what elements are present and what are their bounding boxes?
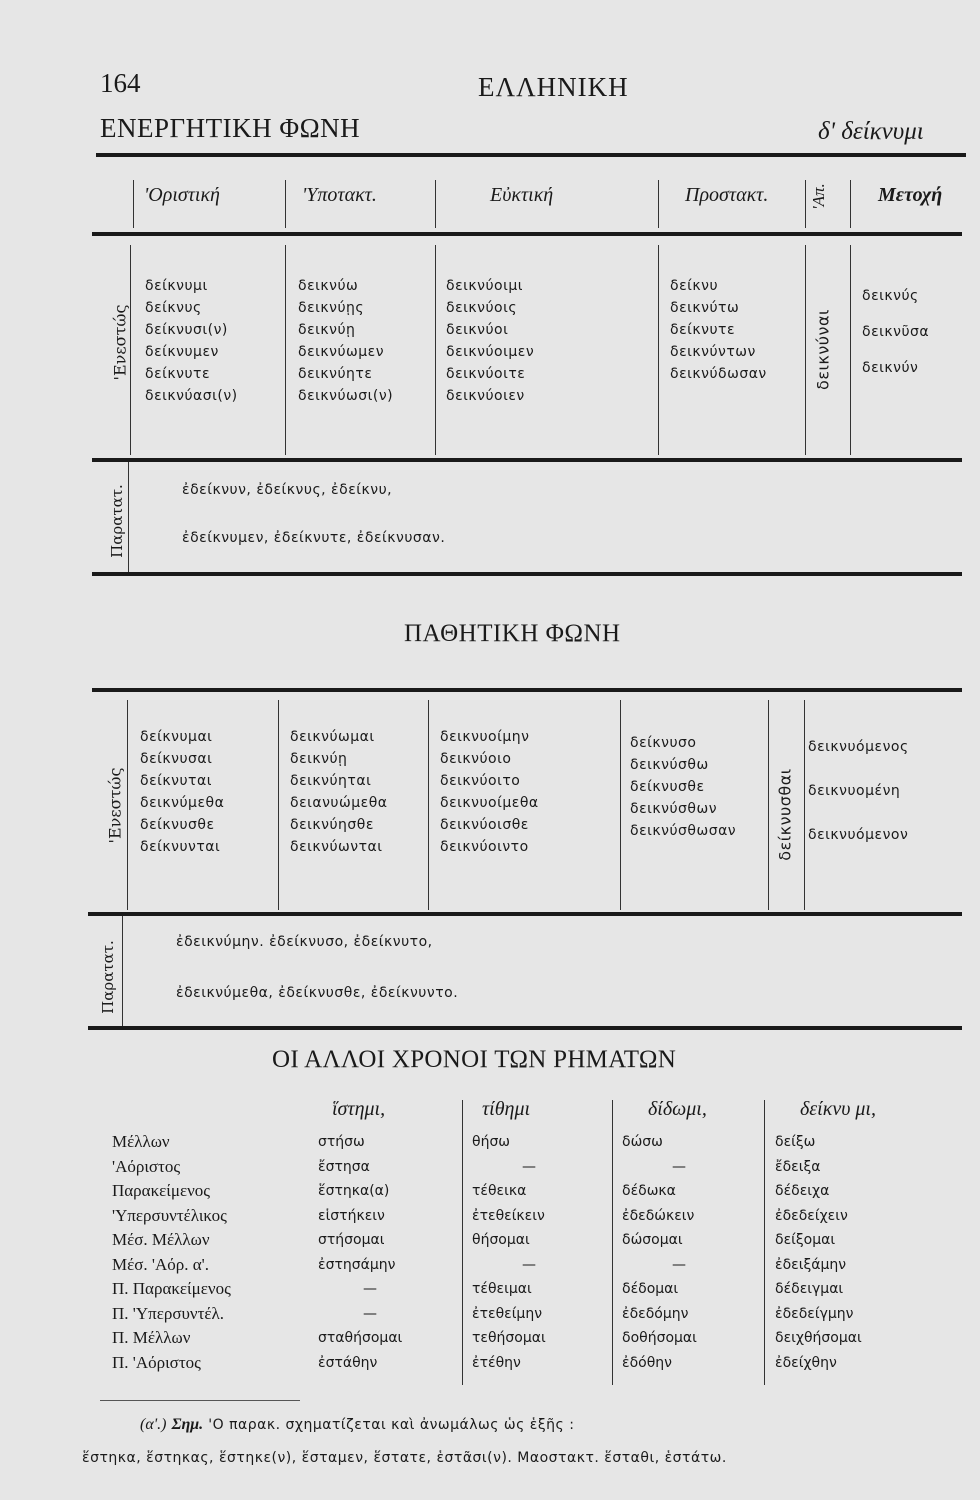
tense-name: Π. 'Υπερσυντέλ. <box>112 1303 225 1323</box>
passive-title: ΠΑΘΗΤΙΚΗ ΦΩΝΗ <box>404 620 621 647</box>
running-title: ΕΛΛΗΝΙΚΗ <box>478 72 629 102</box>
form: ἐδόθην <box>622 1354 672 1371</box>
table-rule <box>92 572 962 576</box>
divider <box>805 180 806 228</box>
form: δεικνύσθω <box>630 757 709 773</box>
divider <box>435 245 436 455</box>
form: ἐδεδώκειν <box>622 1207 695 1224</box>
divider <box>127 700 128 910</box>
form: ἐδεδείχειν <box>775 1207 848 1224</box>
verb-istimi-header: ἵστημι, <box>332 1098 386 1120</box>
form: δεικνύωσι(ν) <box>298 388 394 404</box>
form: ἐδεδείγμην <box>775 1305 854 1322</box>
active-prostaktiki-col <box>670 275 767 385</box>
form: δείκνυμεν <box>145 344 219 360</box>
form: ἐδεδόμην <box>622 1305 689 1322</box>
col-header-aparemfato: 'Απ. <box>809 183 828 210</box>
divider <box>122 916 123 1028</box>
footnote-marker: (α'.) <box>140 1416 167 1433</box>
form: δείκνυται <box>140 773 212 789</box>
form: δώσω <box>622 1134 663 1150</box>
form: δείκνυσι(ν) <box>145 322 228 338</box>
divider <box>620 700 621 910</box>
form: ἔστησα <box>318 1158 370 1175</box>
tense-name: Μέλλων <box>112 1132 170 1151</box>
table-rule <box>92 232 962 236</box>
table-rule <box>88 912 962 916</box>
form: ἐτεθείκειν <box>472 1207 545 1224</box>
form: δεικνύσθωσαν <box>630 823 737 839</box>
form: δεικνύσθων <box>630 801 718 817</box>
form: δεικνύω <box>298 278 359 294</box>
divider <box>658 245 659 455</box>
active-metochi-col <box>862 285 929 393</box>
form: σταθήσομαι <box>318 1330 403 1346</box>
form: δεικνύν <box>862 360 919 376</box>
form: δεικνύοισθε <box>440 817 529 833</box>
form: τέθειμαι <box>472 1281 532 1297</box>
didomi-col <box>622 1130 697 1375</box>
tense-names-col <box>112 1130 231 1375</box>
form: δώσομαι <box>622 1232 683 1248</box>
form: τεθήσομαι <box>472 1330 546 1346</box>
form: δεικνύοιο <box>440 751 512 767</box>
form: δείκνυσθε <box>140 817 215 833</box>
form: δεικνύτω <box>670 300 740 316</box>
divider <box>612 1100 613 1385</box>
divider <box>128 462 129 572</box>
form: δεικνύητε <box>298 366 373 382</box>
form: δεικνύοιτε <box>446 366 526 382</box>
form: δεικνυόμενον <box>808 827 909 843</box>
header-rule <box>96 153 966 157</box>
col-header-metochi: Μετοχή <box>878 184 943 206</box>
form: δεικνύῃ <box>290 751 348 767</box>
footnote-line2: ἕστηκα, ἕστηκας, ἕστηκε(ν), ἕσταμεν, ἕστατε, ἑστᾶσι(ν). Μαοστακτ. ἕσταθι, ἑστάτω. <box>82 1450 727 1466</box>
verb-deiknymi-header: δείκνυ μι, <box>800 1098 876 1120</box>
form: δείκνυμαι <box>140 729 213 745</box>
form: — <box>522 1158 536 1175</box>
form: δείκνυς <box>145 300 202 316</box>
form: ἐτεθείμην <box>472 1305 543 1322</box>
form: δεικνύῃς <box>298 300 365 316</box>
form: — <box>522 1256 536 1273</box>
form: ἐδείχθην <box>775 1354 837 1371</box>
form: δειανυώμεθα <box>290 795 388 811</box>
form: δείκνυσθε <box>630 779 705 795</box>
verb-tithimi-header: τίθημι <box>482 1098 531 1120</box>
form: δείκνυσο <box>630 735 697 751</box>
divider <box>804 700 805 910</box>
form: δεικνυοίμεθα <box>440 795 539 811</box>
passive-present-label: 'Ενεστώς <box>105 767 125 844</box>
form: θήσομαι <box>472 1232 530 1248</box>
form: δεικνύοιεν <box>446 388 525 404</box>
form: τέθεικα <box>472 1183 527 1199</box>
form: δεικνύοιμι <box>446 278 523 294</box>
form: δείκνυμι <box>145 278 208 294</box>
form: δεικνυοίμην <box>440 729 530 745</box>
form: δείκνυτε <box>670 322 736 338</box>
form: δεικνῦσα <box>862 324 930 340</box>
istimi-col <box>318 1130 402 1375</box>
divider <box>130 245 131 455</box>
form: δεικνύοιμεν <box>446 344 535 360</box>
active-efktiki-col <box>446 275 534 407</box>
form: δείκνυνται <box>140 839 221 855</box>
form: εἱστήκειν <box>318 1207 385 1224</box>
tense-name: Π. 'Αόριστος <box>112 1352 201 1372</box>
divider <box>768 700 769 910</box>
divider <box>428 700 429 910</box>
form: δείξω <box>775 1134 816 1150</box>
verb-heading: δ' δείκνυμι <box>818 118 924 145</box>
passive-efktiki-col <box>440 726 539 858</box>
passive-ypotaktiki-col <box>290 726 388 858</box>
form: ἐδειξάμην <box>775 1256 847 1273</box>
form: δεικνύδωσαν <box>670 366 767 382</box>
form: δεικνύωμαι <box>290 729 375 745</box>
form: δεικνύοις <box>446 300 518 316</box>
tense-name: 'Υπερσυντέλικος <box>112 1205 227 1225</box>
form: θήσω <box>472 1134 511 1150</box>
form: ἔδειξα <box>775 1158 821 1175</box>
form: δεικνύῃ <box>298 322 356 338</box>
form: δέδομαι <box>622 1281 679 1297</box>
form: δέδωκα <box>622 1183 676 1199</box>
form: δεικνύοιντο <box>440 839 529 855</box>
active-imperfect-line2: ἐδείκνυμεν, ἐδείκνυτε, ἐδείκνυσαν. <box>182 530 446 546</box>
form: — <box>672 1256 686 1273</box>
footnote-text: 'Ο παρακ. σχηματίζεται καὶ ἀνωμάλως ὡς ἑξῆς : <box>208 1417 575 1433</box>
deiknymi-col <box>775 1130 862 1375</box>
form: δεικνύησθε <box>290 817 374 833</box>
form: δεικνύοι <box>446 322 509 338</box>
tense-name: 'Αόριστος <box>112 1156 181 1176</box>
divider <box>435 180 436 228</box>
active-imperfect-label: Παρατατ. <box>108 484 126 558</box>
form: δεικνύωμεν <box>298 344 385 360</box>
divider <box>285 245 286 455</box>
footnote-label: Σημ. <box>171 1416 204 1433</box>
form: δειχθήσομαι <box>775 1330 862 1346</box>
divider <box>462 1100 463 1385</box>
form: δείκνυτε <box>145 366 211 382</box>
passive-oristiki-col <box>140 726 224 858</box>
form: δείξομαι <box>775 1232 836 1248</box>
form: — <box>363 1305 377 1322</box>
verb-didomi-header: δίδωμι, <box>648 1098 707 1120</box>
divider <box>850 245 851 455</box>
form: δεικνύντων <box>670 344 756 360</box>
table-rule <box>88 1026 962 1030</box>
divider <box>133 180 134 228</box>
footnote-rule <box>100 1400 300 1401</box>
tense-name: Μέσ. 'Αόρ. α'. <box>112 1254 209 1274</box>
tense-name: Π. Παρακείμενος <box>112 1279 231 1298</box>
table-rule <box>92 688 962 692</box>
form: δεικνύς <box>862 288 919 304</box>
form: — <box>672 1158 686 1175</box>
col-header-oristiki: 'Οριστική <box>144 184 220 206</box>
col-header-prostaktiki: Προστακτ. <box>685 184 769 206</box>
form: δεικνυομένη <box>808 783 901 799</box>
active-aparemfato: δεικνύναι <box>813 309 833 390</box>
form: στήσομαι <box>318 1232 385 1248</box>
active-imperfect-line1: ἐδείκνυν, ἐδείκνυς, ἐδείκνυ, <box>182 482 393 498</box>
tense-name: Μέσ. Μέλλων <box>112 1230 210 1249</box>
divider <box>850 180 851 228</box>
form: — <box>363 1281 377 1297</box>
passive-aparemfato: δείκνυσθαι <box>775 768 795 861</box>
tense-name: Παρακείμενος <box>112 1181 211 1200</box>
divider <box>805 245 806 455</box>
form: ἐστάθην <box>318 1354 378 1371</box>
active-oristiki-col <box>145 275 238 407</box>
col-header-efktiki: Εὐκτική <box>490 184 554 206</box>
form: δεικνύασι(ν) <box>145 388 238 404</box>
tense-name: Π. Μέλλων <box>112 1328 191 1347</box>
passive-imperfect-line1: ἐδεικνύμην. ἐδείκνυσο, ἐδείκνυτο, <box>176 934 433 950</box>
form: στήσω <box>318 1134 365 1150</box>
form: δεικνύοιτο <box>440 773 521 789</box>
form: ἐτέθην <box>472 1354 521 1371</box>
form: ἕστηκα(α) <box>318 1183 390 1199</box>
footnote-line1 <box>140 1414 574 1434</box>
divider <box>278 700 279 910</box>
form: δεικνυόμενος <box>808 739 909 755</box>
form: δείκνυσαι <box>140 751 213 767</box>
form: δείκνυ <box>670 278 719 294</box>
page-number: 164 <box>100 68 141 98</box>
divider <box>764 1100 765 1385</box>
active-present-label: 'Ενεστώς <box>110 304 130 381</box>
divider <box>285 180 286 228</box>
form: δεικνύηται <box>290 773 372 789</box>
passive-imperfect-line2: ἐδεικνύμεθα, ἐδείκνυσθε, ἐδείκνυντο. <box>176 985 459 1001</box>
form: δεικνύμεθα <box>140 795 225 811</box>
divider <box>658 180 659 228</box>
col-header-ypotaktiki: 'Υποτακτ. <box>302 184 377 206</box>
section-title: ΕΝΕΡΓΗΤΙΚΗ ΦΩΝΗ <box>100 113 361 143</box>
tithimi-col <box>472 1130 546 1375</box>
passive-imperfect-label: Παρατατ. <box>99 940 117 1014</box>
active-ypotaktiki-col <box>298 275 393 407</box>
form: δέδειχα <box>775 1183 830 1199</box>
form: δεικνύωνται <box>290 839 383 855</box>
form: δέδειγμαι <box>775 1281 844 1297</box>
table-rule <box>92 458 962 462</box>
other-tenses-title: ΟΙ ΑΛΛΟΙ ΧΡΟΝΟΙ ΤΩΝ ΡΗΜΑΤΩΝ <box>272 1046 677 1073</box>
passive-prostaktiki-col <box>630 732 736 842</box>
passive-metochi-col <box>808 736 909 868</box>
form: δοθήσομαι <box>622 1330 697 1346</box>
form: ἐστησάμην <box>318 1256 396 1273</box>
